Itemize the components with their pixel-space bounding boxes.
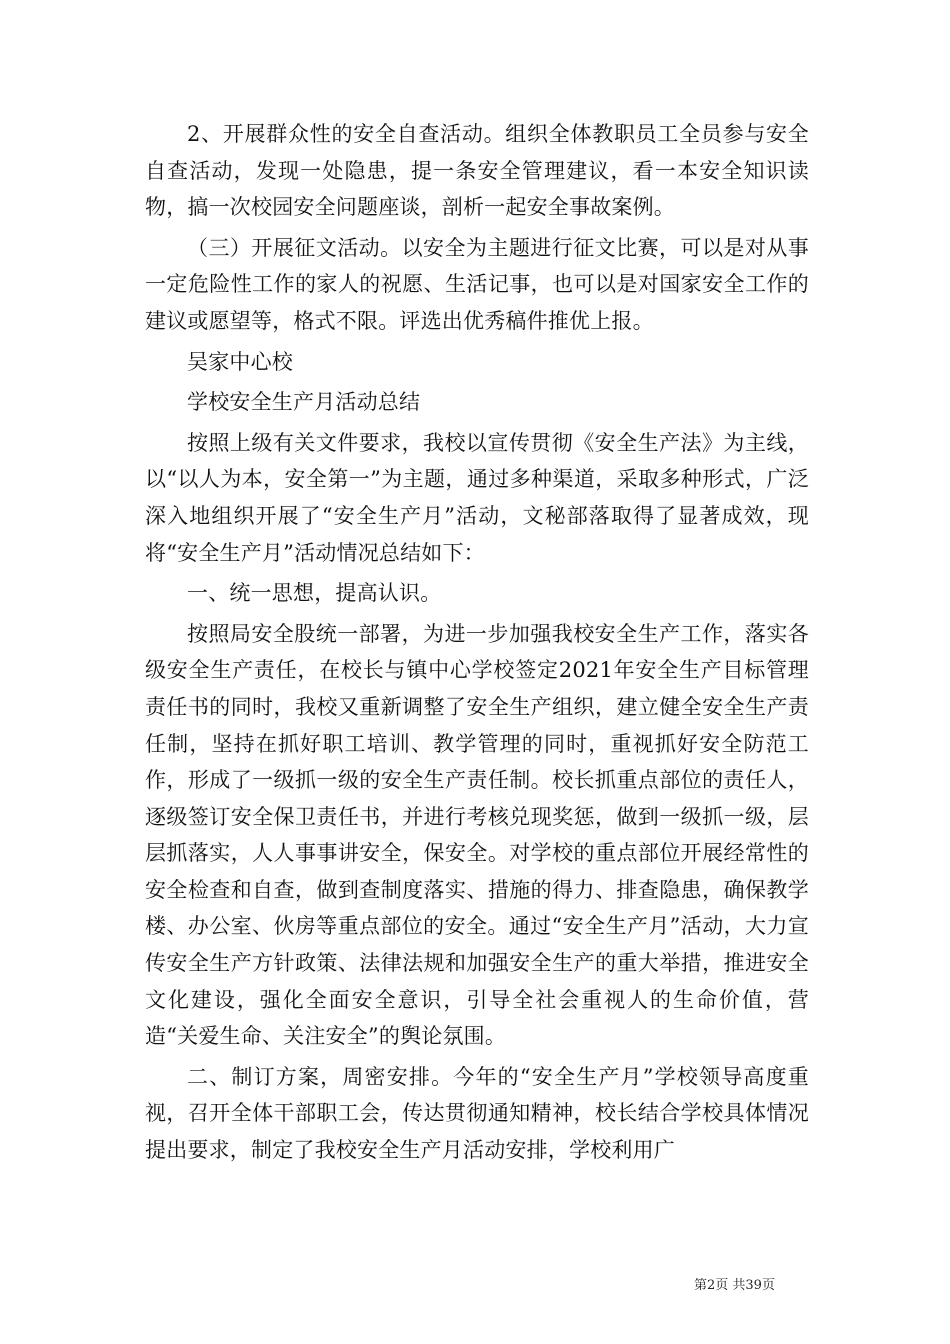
paragraph-intro: 按照上级有关文件要求，我校以宣传贯彻《安全生产法》为主线，以“以人为本，安全第一”为主题，通过多种渠道，采取多种形式，广泛深入地组织开展了“安全生产月”活动，文秘部落取得了显著成效，现将“安全生产月”活动情况总结如下： xyxy=(145,430,809,565)
paragraph-section-two: 二、制订方案，周密安排。今年的“安全生产月”学校领导高度重视，召开全体干部职工会，传达贯彻通知精神，校长结合学校具体情况提出要求，制定了我校安全生产月活动安排，学校利用广 xyxy=(145,1064,809,1163)
paragraph-summary-title: 学校安全生产月活动总结 xyxy=(187,390,421,415)
paragraph-self-inspection: 2、开展群众性的安全自查活动。组织全体教职员工全员参与安全自查活动，发现一处隐患，提一条安全管理建议，看一本安全知识读物，搞一次校园安全问题座谈，剖析一起安全事故案例。 xyxy=(145,122,809,220)
page-number-footer: 第2页 共39页 xyxy=(694,1278,775,1293)
paragraph-section-one-body: 按照局安全股统一部署，为进一步加强我校安全生产工作，落实各级安全生产责任，在校长与镇中心学校签定2021年安全生产目标管理责任书的同时，我校又重新调整了安全生产组织，建立健全安全生产责任制，坚持在抓好职工培训、教学管理的同时，重视抓好安全防范工作，形成了一级抓一级的安全生产责任制。校长抓重点部位的责任人，逐级签订安全保卫责任书，并进行考核兑现奖惩，做到一级抓一级，层层抓落实，人人事事讲安全，保安全。对学校的重点部位开展经常性的安全检查和自查，做到查制度落实、措施的得力、排查隐患，确保教学楼、办公室、伙房等重点部位的安全。通过“安全生产月”活动，大力宣传安全生产方针政策、法律法规和加强安全生产的重大举措，推进安全文化建设，强化全面安全意识，引导全社会重视人的生命价值，营造“关爱生命、关注安全”的舆论氛围。 xyxy=(145,621,809,1049)
document-body xyxy=(145,116,809,1173)
paragraph-essay-activity: （三）开展征文活动。以安全为主题进行征文比赛，可以是对从事一定危险性工作的家人的祝愿、生活记事，也可以是对国家安全工作的建议或愿望等，格式不限。评选出优秀稿件推优上报。 xyxy=(145,235,809,333)
paragraph-school-name: 吴家中心校 xyxy=(187,349,293,374)
paragraph-section-one-heading: 一、统一思想，提高认识。 xyxy=(187,581,442,606)
